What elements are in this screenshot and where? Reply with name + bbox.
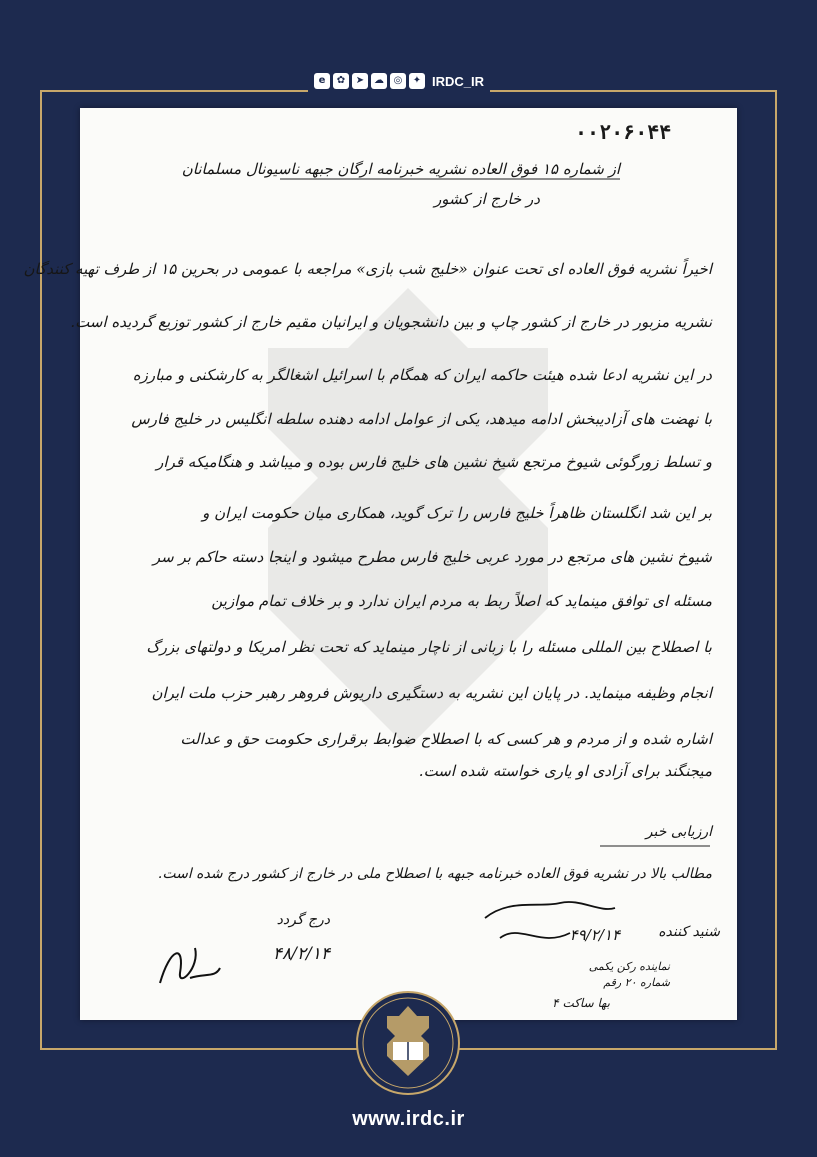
- social-handle[interactable]: IRDC_IR: [432, 73, 485, 89]
- left-signature-icon: [150, 928, 230, 998]
- body-line-6: بر این شد انگلستان ظاهراً خلیج فارس را ترک گوید، همکاری میان حکومت ایران و: [202, 504, 712, 522]
- eitaa-icon[interactable]: e: [314, 73, 330, 89]
- body-line-3: در این نشریه ادعا شده هیئت حاکمه ایران که همگام با اسرائیل اشغالگر به کارشکنی و مبارزه: [132, 366, 712, 384]
- document-page: [23, 108, 737, 1020]
- twitter-icon[interactable]: ✦: [409, 73, 425, 89]
- document-number: ۰۰۲۰۶۰۴۴: [575, 120, 672, 144]
- document-title-line-2: در خارج از کشور: [434, 190, 540, 208]
- body-line-9: با اصطلاح بین المللی مسئله را با زبانی از ناچار مینماید که تحت نظر امریکا و دولتهای بزرگ: [146, 638, 712, 656]
- irdc-emblem-icon: [355, 990, 461, 1096]
- body-line-5: و تسلط زورگوئی شیوخ مرتجع شیخ نشین های خلیج فارس بوده و میباشد و هنگامیکه قرار: [156, 453, 712, 471]
- social-bar: [308, 70, 490, 92]
- body-line-7: شیوخ نشین های مرتجع در مورد عربی خلیج فارس مطرح میشود و اینجا دسته حاکم بر سر: [152, 548, 712, 566]
- irdc-logo[interactable]: [355, 990, 461, 1096]
- title-underline: [280, 176, 620, 182]
- body-line-10: انجام وظیفه مینماید. در پایان این نشریه به دستگیری داریوش فروهر رهبر حزب ملت ایران: [151, 684, 712, 702]
- left-note: درج گردد: [276, 912, 330, 928]
- left-date: ۴۸/۲/۱۴: [272, 944, 330, 964]
- soroush-icon[interactable]: ☁: [371, 73, 387, 89]
- body-line-1: اخیراً نشریه فوق العاده ای تحت عنوان «خلیج شب بازی» مراجعه با عمومی در بحرین ۱۵ از طرف تهیه کنندگان: [23, 260, 712, 278]
- bale-icon[interactable]: ✿: [333, 73, 349, 89]
- body-line-8: مسئله ای توافق مینماید که اصلاً ربط به مردم ایران ندارد و بر خلاف تمام موازین: [211, 592, 712, 610]
- source-note: ارزیابی خبر: [645, 824, 712, 840]
- body-line-12: میجنگند برای آزادی او یاری خواسته شده است.: [418, 762, 712, 780]
- right-stamp-label: شنید کننده: [658, 924, 720, 940]
- document-title-line-1: از شماره ۱۵ فوق العاده نشریه خبرنامه ارگان جبهه ناسیونال مسلمانان: [181, 160, 620, 178]
- right-note-3: بها ساکت ۴: [552, 996, 610, 1010]
- right-note-2: شماره ۲۰ رقم: [603, 976, 670, 989]
- footer-line: مطالب بالا در نشریه فوق العاده خبرنامه جبهه با اصطلاح ملی در خارج از کشور درج شده است.: [157, 866, 712, 882]
- right-note-1: نماینده رکن یکمی: [588, 960, 670, 973]
- right-stamp-date: ۴۹/۲/۱۴: [569, 926, 620, 944]
- instagram-icon[interactable]: ◎: [390, 73, 406, 89]
- website-url[interactable]: www.irdc.ir: [352, 1108, 465, 1130]
- right-signature-block: [480, 898, 720, 1018]
- telegram-icon[interactable]: ➤: [352, 73, 368, 89]
- body-line-11: اشاره شده و از مردم و هر کسی که با اصطلاح ضوابط برقراری حکومت حق و عدالت: [180, 730, 712, 748]
- body-line-4: با نهضت های آزادیبخش ادامه میدهد، یکی از عوامل ادامه دهنده سلطه انگلیس در خلیج فارس: [131, 410, 712, 428]
- left-signature-block: [150, 908, 340, 998]
- body-line-2: نشریه مزبور در خارج از کشور چاپ و بین دانشجویان و ایرانیان مقیم خارج از کشور توزیع گردیده است.: [70, 313, 712, 331]
- source-note-underline: [600, 843, 710, 849]
